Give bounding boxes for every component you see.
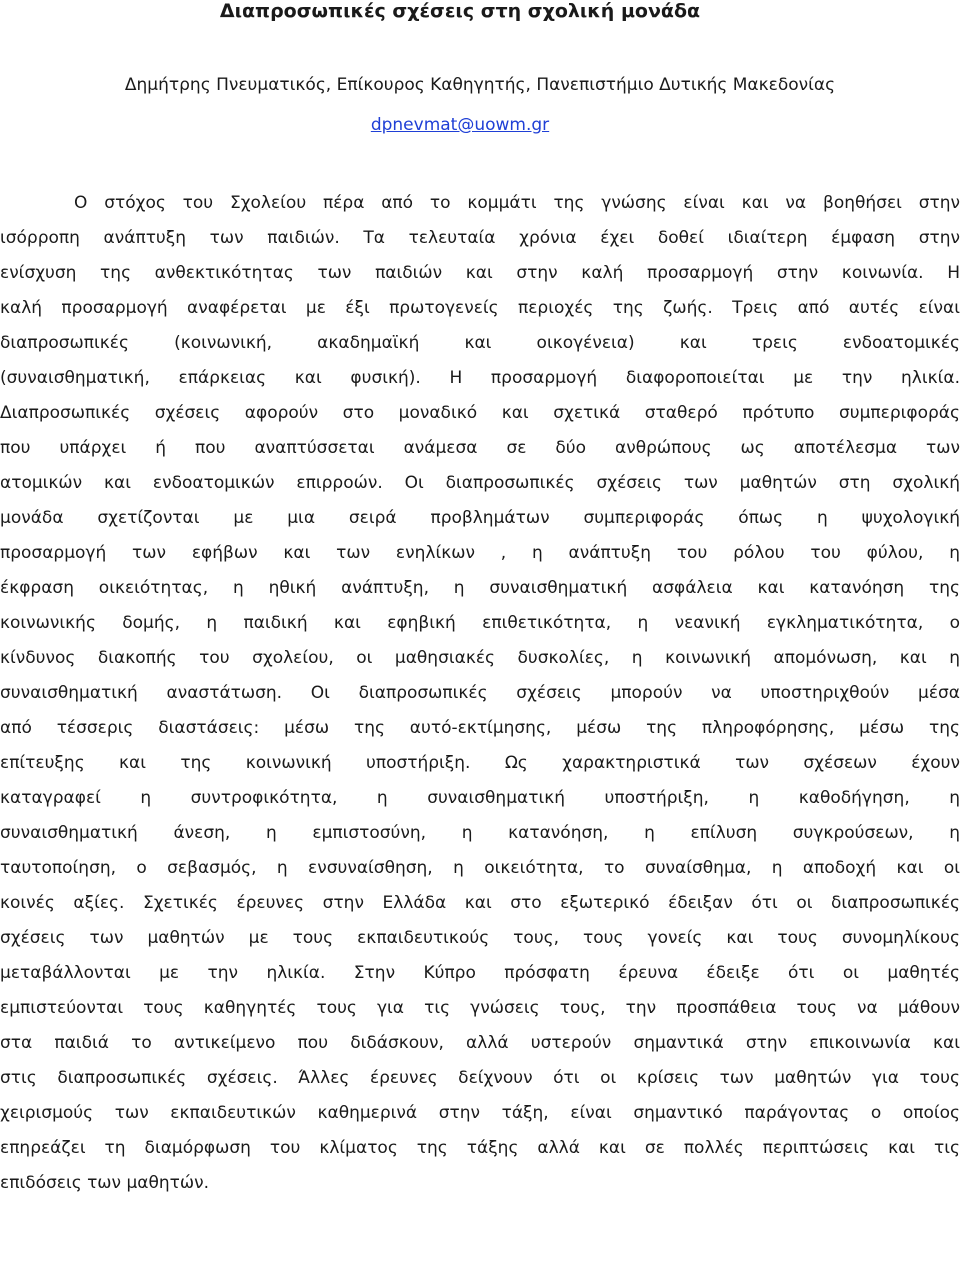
paragraph-line: μονάδα σχετίζονται με μια σειρά προβλημάτων συμπεριφοράς όπως η ψυχολογική (0, 508, 960, 528)
body-paragraph (0, 186, 960, 1201)
paragraph-line: προσαρμογή των εφήβων και των ενηλίκων , η ανάπτυξη του ρόλου του φύλου, η (0, 543, 960, 563)
paragraph-line: μεταβάλλονται με την ηλικία. Στην Κύπρο πρόσφατη έρευνα έδειξε ότι οι μαθητές (0, 963, 960, 983)
paragraph-line: καταγραφεί η συντροφικότητα, η συναισθηματική υποστήριξη, η καθοδήγηση, η (0, 788, 960, 808)
paragraph-line: ταυτοποίηση, ο σεβασμός, η ενσυναίσθηση, η οικειότητα, το συναίσθημα, η αποδοχή και οι (0, 858, 960, 878)
paragraph-line: χειρισμούς των εκπαιδευτικών καθημερινά στην τάξη, είναι σημαντικό παράγοντας ο οποίος (0, 1103, 960, 1123)
paragraph-line: έκφραση οικειότητας, η ηθική ανάπτυξη, η συναισθηματική ασφάλεια και κατανόηση της (0, 578, 960, 598)
paragraph-line: ισόρροπη ανάπτυξη των παιδιών. Τα τελευταία χρόνια έχει δοθεί ιδιαίτερη έμφαση στην (0, 228, 960, 248)
paragraph-line: επιδόσεις των μαθητών. (0, 1173, 210, 1193)
paragraph-line: εμπιστεύονται τους καθηγητές τους για τις γνώσεις τους, την προσπάθεια τους να μάθουν (0, 998, 960, 1018)
paragraph-line: (συναισθηματική, επάρκειας και φυσική). Η προσαρμογή διαφοροποιείται με την ηλικία. (0, 368, 960, 388)
paragraph-line: συναισθηματική αναστάτωση. Οι διαπροσωπικές σχέσεις μπορούν να υποστηριχθούν μέσα (0, 683, 960, 703)
email-link[interactable]: dpnevmat@uowm.gr (370, 115, 550, 135)
paragraph-line: Ο στόχος του Σχολείου πέρα από το κομμάτι της γνώσης είναι και να βοηθήσει στην (74, 193, 960, 213)
paragraph-line: κίνδυνος διακοπής του σχολείου, οι μαθησιακές δυσκολίες, η κοινωνική απομόνωση, και η (0, 648, 960, 668)
paragraph-line: διαπροσωπικές (κοινωνική, ακαδημαϊκή και οικογένεια) και τρεις ενδοατομικές (0, 333, 960, 353)
email-line (0, 112, 920, 138)
paragraph-line: ατομικών και ενδοατομικών επιρροών. Οι διαπροσωπικές σχέσεις των μαθητών στη σχολική (0, 473, 960, 493)
paragraph-line: συναισθηματική άνεση, η εμπιστοσύνη, η κατανόηση, η επίλυση συγκρούσεων, η (0, 823, 960, 843)
paragraph-line: στις διαπροσωπικές σχέσεις. Άλλες έρευνες δείχνουν ότι οι κρίσεις των μαθητών για τους (0, 1068, 960, 1088)
paragraph-line: σχέσεις των μαθητών με τους εκπαιδευτικούς τους, τους γονείς και τους συνομηλίκους (0, 928, 960, 948)
paragraph-line: επηρεάζει τη διαμόρφωση του κλίματος της τάξης αλλά και σε πολλές περιπτώσεις και τις (0, 1138, 960, 1158)
paragraph-line: επίτευξης και της κοινωνική υποστήριξη. Ως χαρακτηριστικά των σχέσεων έχουν (0, 753, 960, 773)
paragraph-line: κοινωνικής δομής, η παιδική και εφηβική επιθετικότητα, η νεανική εγκληματικότητα, ο (0, 613, 960, 633)
paragraph-line: που υπάρχει ή που αναπτύσσεται ανάμεσα σε δύο ανθρώπους ως αποτέλεσμα των (0, 438, 960, 458)
paragraph-line: ενίσχυση της ανθεκτικότητας των παιδιών και στην καλή προσαρμογή στην κοινωνία. Η (0, 263, 960, 283)
paragraph-line: Διαπροσωπικές σχέσεις αφορούν στο μοναδικό και σχετικά σταθερό πρότυπο συμπεριφοράς (0, 403, 960, 423)
paragraph-line: καλή προσαρμογή αναφέρεται με έξι πρωτογενείς περιοχές της ζωής. Τρεις από αυτές είναι (0, 298, 960, 318)
author-line: Δημήτρης Πνευματικός, Επίκουρος Καθηγητής, Πανεπιστήμιο Δυτικής Μακεδονίας (124, 75, 836, 95)
paragraph-line: στα παιδιά το αντικείμενο που διδάσκουν, αλλά υστερούν σημαντικά στην επικοινωνία και (0, 1033, 960, 1053)
paragraph-line: κοινές αξίες. Σχετικές έρευνες στην Ελλάδα και στο εξωτερικό έδειξαν ότι οι διαπροσωπικές (0, 893, 960, 913)
paragraph-line: από τέσσερις διαστάσεις: μέσω της αυτό-εκτίμησης, μέσω της πληροφόρησης, μέσω της (0, 718, 960, 738)
document-title: Διαπροσωπικές σχέσεις στη σχολική μονάδα (219, 0, 701, 22)
